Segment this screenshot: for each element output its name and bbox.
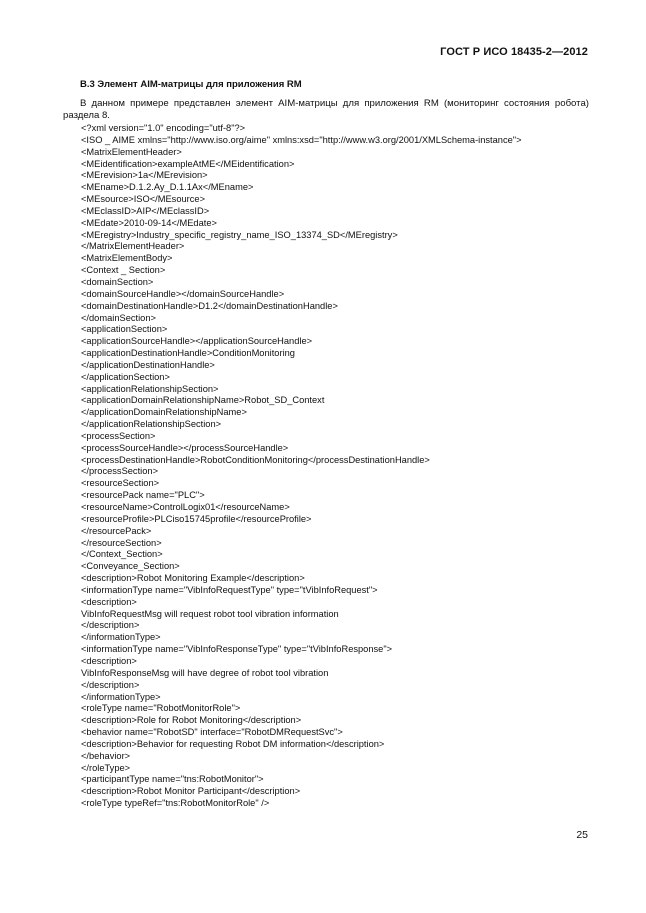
code-line: <MEclassID>AIP</MEclassID> xyxy=(81,205,210,216)
code-line: <processSourceHandle></processSourceHandle> xyxy=(81,442,289,453)
code-line: <applicationDomainRelationshipName>Robot_SD_Context xyxy=(81,395,325,406)
code-line: VibInfoResponseMsg will have degree of robot tool vibration xyxy=(81,667,329,678)
code-line: <domainDestinationHandle>D1.2</domainDestinationHandle> xyxy=(81,300,338,311)
code-line: <domainSection> xyxy=(81,276,154,287)
code-line: <processSection> xyxy=(81,430,156,441)
xml-code-listing xyxy=(81,123,601,810)
code-line: </domainSection> xyxy=(81,312,156,323)
intro-paragraph: В данном примере представлен элемент AIM-матрицы для приложения RM (мониторинг состояния робота) раздела 8. xyxy=(63,98,589,121)
code-line: <MEsource>ISO</MEsource> xyxy=(81,194,206,205)
code-line: </resourceSection> xyxy=(81,537,162,548)
page-header-standard: ГОСТ Р ИСО 18435-2—2012 xyxy=(440,46,588,58)
code-line: <description>Role for Robot Monitoring</description> xyxy=(81,715,302,726)
code-line: </processSection> xyxy=(81,466,159,477)
code-line: </MatrixElementHeader> xyxy=(81,241,185,252)
code-line: <applicationSection> xyxy=(81,324,168,335)
code-line: <resourcePack name="PLC"> xyxy=(81,490,205,501)
code-line: <MEregistry>Industry_specific_registry_name_ISO_13374_SD</MEregistry> xyxy=(81,229,398,240)
code-line: <resourceSection> xyxy=(81,478,160,489)
code-line: <applicationRelationshipSection> xyxy=(81,383,219,394)
code-line: </roleType> xyxy=(81,762,131,773)
code-line: <MErevision>1a</MErevision> xyxy=(81,170,208,181)
code-line: <description>Robot Monitoring Example</description> xyxy=(81,573,305,584)
code-line: </resourcePack> xyxy=(81,525,152,536)
code-line: <behavior name="RobotSD" interface="RobotDMRequestSvc"> xyxy=(81,727,343,738)
code-line: <MEidentification>exampleAtME</MEidentification> xyxy=(81,158,295,169)
code-line: </behavior> xyxy=(81,750,131,761)
code-line: <Conveyance_Section> xyxy=(81,561,180,572)
code-line: </description> xyxy=(81,620,140,631)
code-line: <MatrixElementBody> xyxy=(81,253,173,264)
code-line: <applicationSourceHandle></applicationSourceHandle> xyxy=(81,336,313,347)
code-line: <?xml version="1.0" encoding="utf-8"?> xyxy=(81,123,246,133)
code-line: <roleType typeRef="tns:RobotMonitorRole" /> xyxy=(81,798,270,809)
code-line: VibInfoRequestMsg will request robot tool vibration information xyxy=(81,608,339,619)
code-line: <resourceProfile>PLCiso15745profile</resourceProfile> xyxy=(81,513,312,524)
code-line: <MEname>D.1.2.Ay_D.1.1Ax</MEname> xyxy=(81,182,254,193)
code-line: <participantType name="tns:RobotMonitor"> xyxy=(81,774,264,785)
code-line: <resourceName>ControlLogix01</resourceName> xyxy=(81,502,290,512)
code-line: <Context _ Section> xyxy=(81,265,166,276)
code-line: <applicationDestinationHandle>ConditionMonitoring xyxy=(81,348,295,359)
code-line: </informationType> xyxy=(81,632,161,643)
section-heading: B.3 Элемент AIM-матрицы для приложения RM xyxy=(80,79,302,90)
code-line: </Context_Section> xyxy=(81,549,163,560)
code-line: <processDestinationHandle>RobotConditionMonitoring</processDestinationHandle> xyxy=(81,454,430,465)
code-line: </applicationDestinationHandle> xyxy=(81,359,215,370)
code-line: </description> xyxy=(81,679,140,690)
code-line: <description>Robot Monitor Participant</description> xyxy=(81,786,301,797)
code-line: <MatrixElementHeader> xyxy=(81,146,182,157)
code-line: </informationType> xyxy=(81,691,161,702)
code-line: </applicationSection> xyxy=(81,371,170,382)
page-number: 25 xyxy=(576,829,588,841)
code-line: <MEdate>2010-09-14</MEdate> xyxy=(81,217,217,228)
code-line: <description> xyxy=(81,596,137,607)
code-line: <domainSourceHandle></domainSourceHandle> xyxy=(81,288,285,299)
code-line: <informationType name="VibInfoRequestType" type="tVibInfoRequest"> xyxy=(81,584,378,595)
code-line: <informationType name="VibInfoResponseType" type="tVibInfoResponse"> xyxy=(81,644,393,655)
code-line: </applicationDomainRelationshipName> xyxy=(81,407,247,418)
code-line: <roleType name="RobotMonitorRole"> xyxy=(81,703,241,714)
code-line: <description> xyxy=(81,655,137,666)
code-line: <ISO _ AIME xmlns="http://www.iso.org/aime" xmlns:xsd="http://www.w3.org/2001/XMLSchema-instance"> xyxy=(81,134,522,145)
code-line: </applicationRelationshipSection> xyxy=(81,419,222,430)
code-line: <description>Behavior for requesting Robot DM information</description> xyxy=(81,738,385,749)
